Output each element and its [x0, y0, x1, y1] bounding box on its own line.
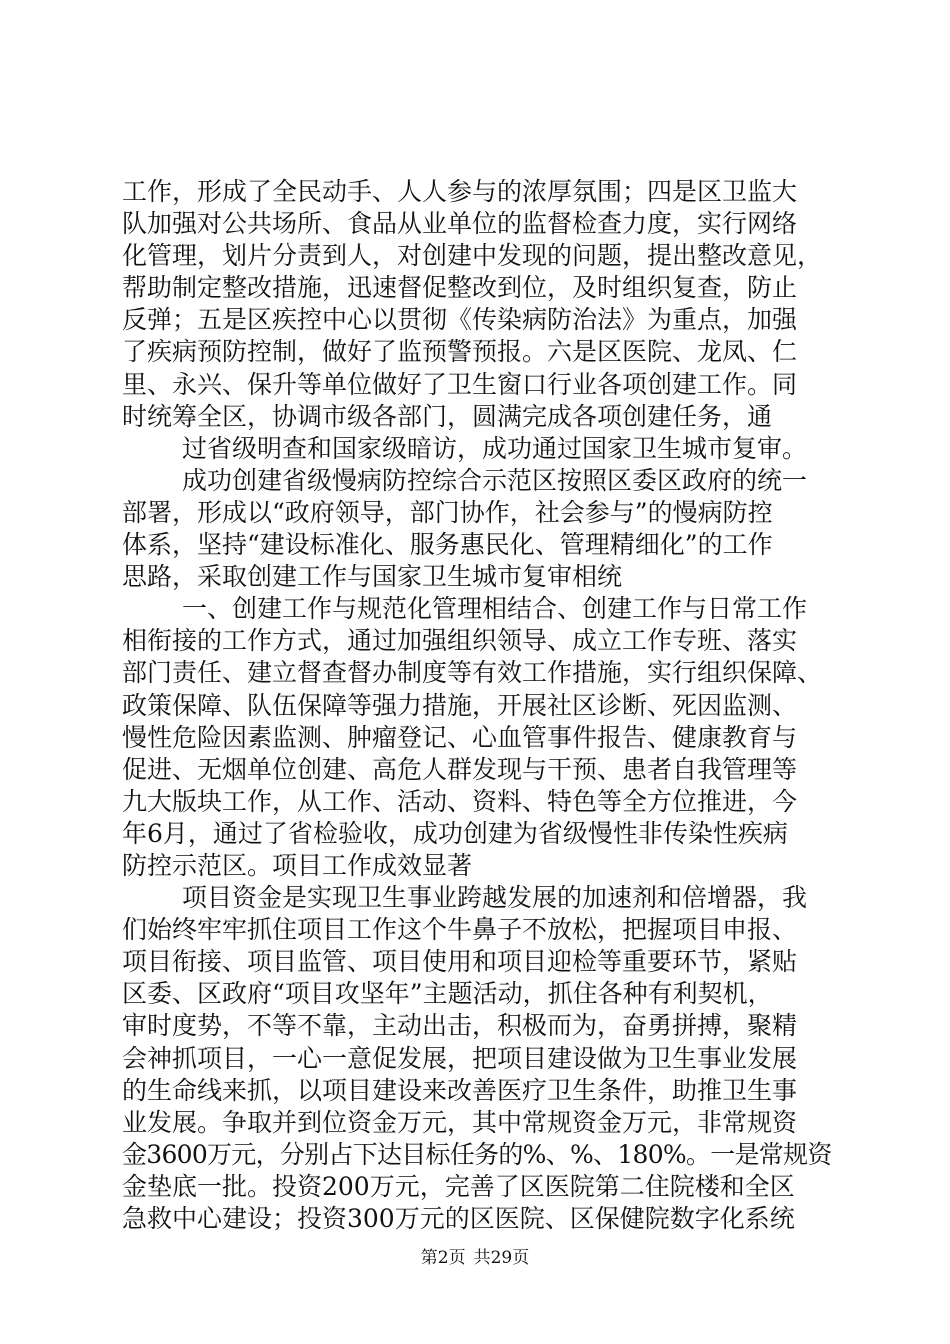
text-line: 业发展。争取并到位资金万元，其中常规资金万元，非常规资 [122, 1107, 798, 1137]
text-line: 的生命线来抓，以项目建设来改善医疗卫生条件，助推卫生事 [122, 1075, 798, 1105]
text-line: 区委、区政府“项目攻坚年”主题活动，抓住各种有利契机， [122, 979, 773, 1009]
text-line: 年6月，通过了省检验收，成功创建为省级慢性非传染性疾病 [122, 818, 788, 848]
text-line: 项目资金是实现卫生事业跨越发展的加速剂和倍增器，我 [182, 883, 808, 913]
text-line: 一、创建工作与规范化管理相结合、创建工作与日常工作 [182, 594, 808, 624]
text-line: 们始终牢牢抓住项目工作这个牛鼻子不放松，把握项目申报、 [122, 915, 798, 945]
text-line: 里、永兴、保升等单位做好了卫生窗口行业各项创建工作。同 [122, 369, 798, 399]
text-line: 成功创建省级慢病防控综合示范区按照区委区政府的统一 [182, 465, 808, 495]
text-line: 思路，采取创建工作与国家卫生城市复审相统 [122, 562, 623, 592]
text-line: 防控示范区。项目工作成效显著 [122, 850, 473, 880]
text-line: 政策保障、队伍保障等强力措施，开展社区诊断、死因监测、 [122, 690, 798, 720]
text-line: 反弹；五是区疾控中心以贯彻《传染病防治法》为重点，加强 [122, 305, 798, 335]
text-line: 队加强对公共场所、食品从业单位的监督检查力度，实行网络 [122, 209, 798, 239]
text-line: 金3600万元，分别占下达目标任务的%、%、180%。一是常规资 [122, 1139, 832, 1169]
text-line: 急救中心建设；投资300万元的区医院、区保健院数字化系统 [122, 1204, 795, 1233]
text-line: 化管理，划片分责到人，对创建中发现的问题，提出整改意见， [122, 241, 823, 271]
text-line: 慢性危险因素监测、肿瘤登记、心血管事件报告、健康教育与 [122, 722, 798, 752]
text-line: 体系，坚持“建设标准化、服务惠民化、管理精细化”的工作 [122, 530, 773, 560]
text-line: 了疾病预防控制，做好了监预警预报。六是区医院、龙凤、仁 [122, 337, 798, 367]
text-line: 会神抓项目，一心一意促发展，把项目建设做为卫生事业发展 [122, 1043, 798, 1073]
page-number: 第2页 [420, 1248, 466, 1268]
text-line: 项目衔接、项目监管、项目使用和项目迎检等重要环节，紧贴 [122, 947, 798, 977]
text-line: 相衔接的工作方式，通过加强组织领导、成立工作专班、落实 [122, 626, 798, 656]
text-line: 审时度势，不等不靠，主动出击，积极而为，奋勇拼搏，聚精 [122, 1011, 798, 1041]
document-body [122, 176, 832, 1235]
text-line: 部门责任、建立督查督办制度等有效工作措施，实行组织保障、 [122, 658, 823, 688]
text-line: 九大版块工作，从工作、活动、资料、特色等全方位推进，今 [122, 786, 798, 816]
text-line: 促进、无烟单位创建、高危人群发现与干预、患者自我管理等 [122, 754, 798, 784]
text-line: 金垫底一批。投资200万元，完善了区医院第二住院楼和全区 [122, 1171, 795, 1201]
page-footer [0, 1243, 950, 1268]
text-line: 部署，形成以“政府领导，部门协作，社会参与”的慢病防控 [122, 497, 773, 527]
page-total: 共29页 [473, 1248, 530, 1268]
text-line: 时统筹全区，协调市级各部门，圆满完成各项创建任务，通 [122, 401, 773, 431]
text-line: 帮助制定整改措施，迅速督促整改到位，及时组织复查，防止 [122, 273, 798, 303]
text-line: 过省级明查和国家级暗访，成功通过国家卫生城市复审。 [182, 433, 808, 463]
text-line: 工作，形成了全民动手、人人参与的浓厚氛围；四是区卫监大 [122, 177, 798, 206]
